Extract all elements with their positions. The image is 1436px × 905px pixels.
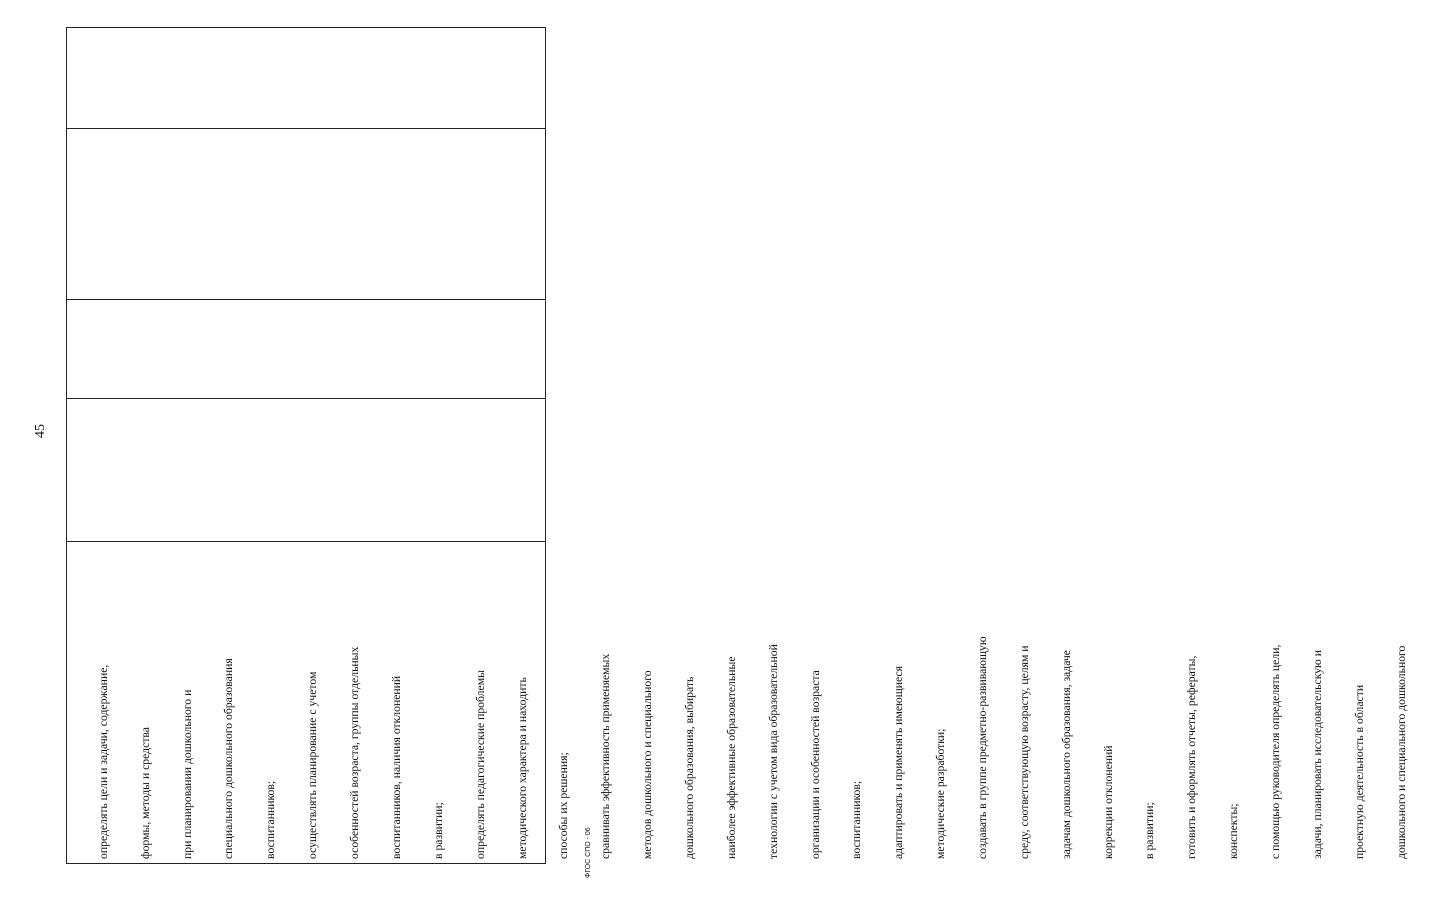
text-line: среду, соответствующую возрасту, целям и	[1017, 645, 1031, 859]
text-line: дошкольного и специального дошкольного	[1394, 645, 1408, 859]
text-line: создавать в группе предметно-развивающую	[975, 636, 989, 859]
text-line: технологии с учетом вида образовательной	[766, 644, 780, 859]
page-number: 45	[33, 424, 48, 438]
footer-code: ФГОС СПО - 06	[585, 827, 592, 878]
text-line: определять цели и задачи, содержание,	[96, 664, 110, 859]
text-line: в развитии;	[431, 802, 445, 859]
text-line: методического характера и находить	[515, 677, 529, 859]
text-line: задачи, планировать исследовательскую и	[1310, 650, 1324, 859]
text-line: при планировании дошкольного и	[180, 689, 194, 859]
text-line: адаптировать и применять имеющиеся	[892, 665, 906, 859]
text-line: сравнивать эффективность применяемых	[599, 653, 613, 859]
text-line: с помощью руководителя определять цели,	[1268, 644, 1282, 859]
text-line: формы, методы и средства	[138, 727, 152, 859]
text-line: в развитии;	[1143, 802, 1157, 859]
text-line: воспитанников, наличия отклонений	[389, 675, 403, 859]
text-line: способы их решения;	[557, 752, 571, 859]
text-line: воспитанников;	[850, 780, 864, 859]
text-line: методические разработки;	[934, 728, 948, 859]
text-line: организации и особенностей возраста	[808, 670, 822, 859]
text-line: проектную деятельность в области	[1352, 684, 1366, 859]
text-line: осуществлять планирование с учетом	[306, 671, 320, 859]
text-line: коррекции отклонений	[1101, 745, 1115, 859]
text-line: определять педагогические проблемы	[473, 670, 487, 859]
text-line: воспитанников;	[264, 780, 278, 859]
text-line: дошкольного образования, выбирать	[682, 676, 696, 859]
text-line: специального дошкольного образования	[222, 658, 236, 859]
text-line: готовить и оформлять отчеты, рефераты,	[1185, 655, 1199, 859]
text-line: особенностей возраста, группы отдельных	[348, 646, 362, 859]
text-line: конспекты;	[1227, 803, 1241, 859]
text-line: наиболее эффективные образовательные	[724, 656, 738, 859]
text-line: задачам дошкольного образования, задаче	[1059, 650, 1073, 859]
text-line: методов дошкольного и специального	[641, 670, 655, 859]
